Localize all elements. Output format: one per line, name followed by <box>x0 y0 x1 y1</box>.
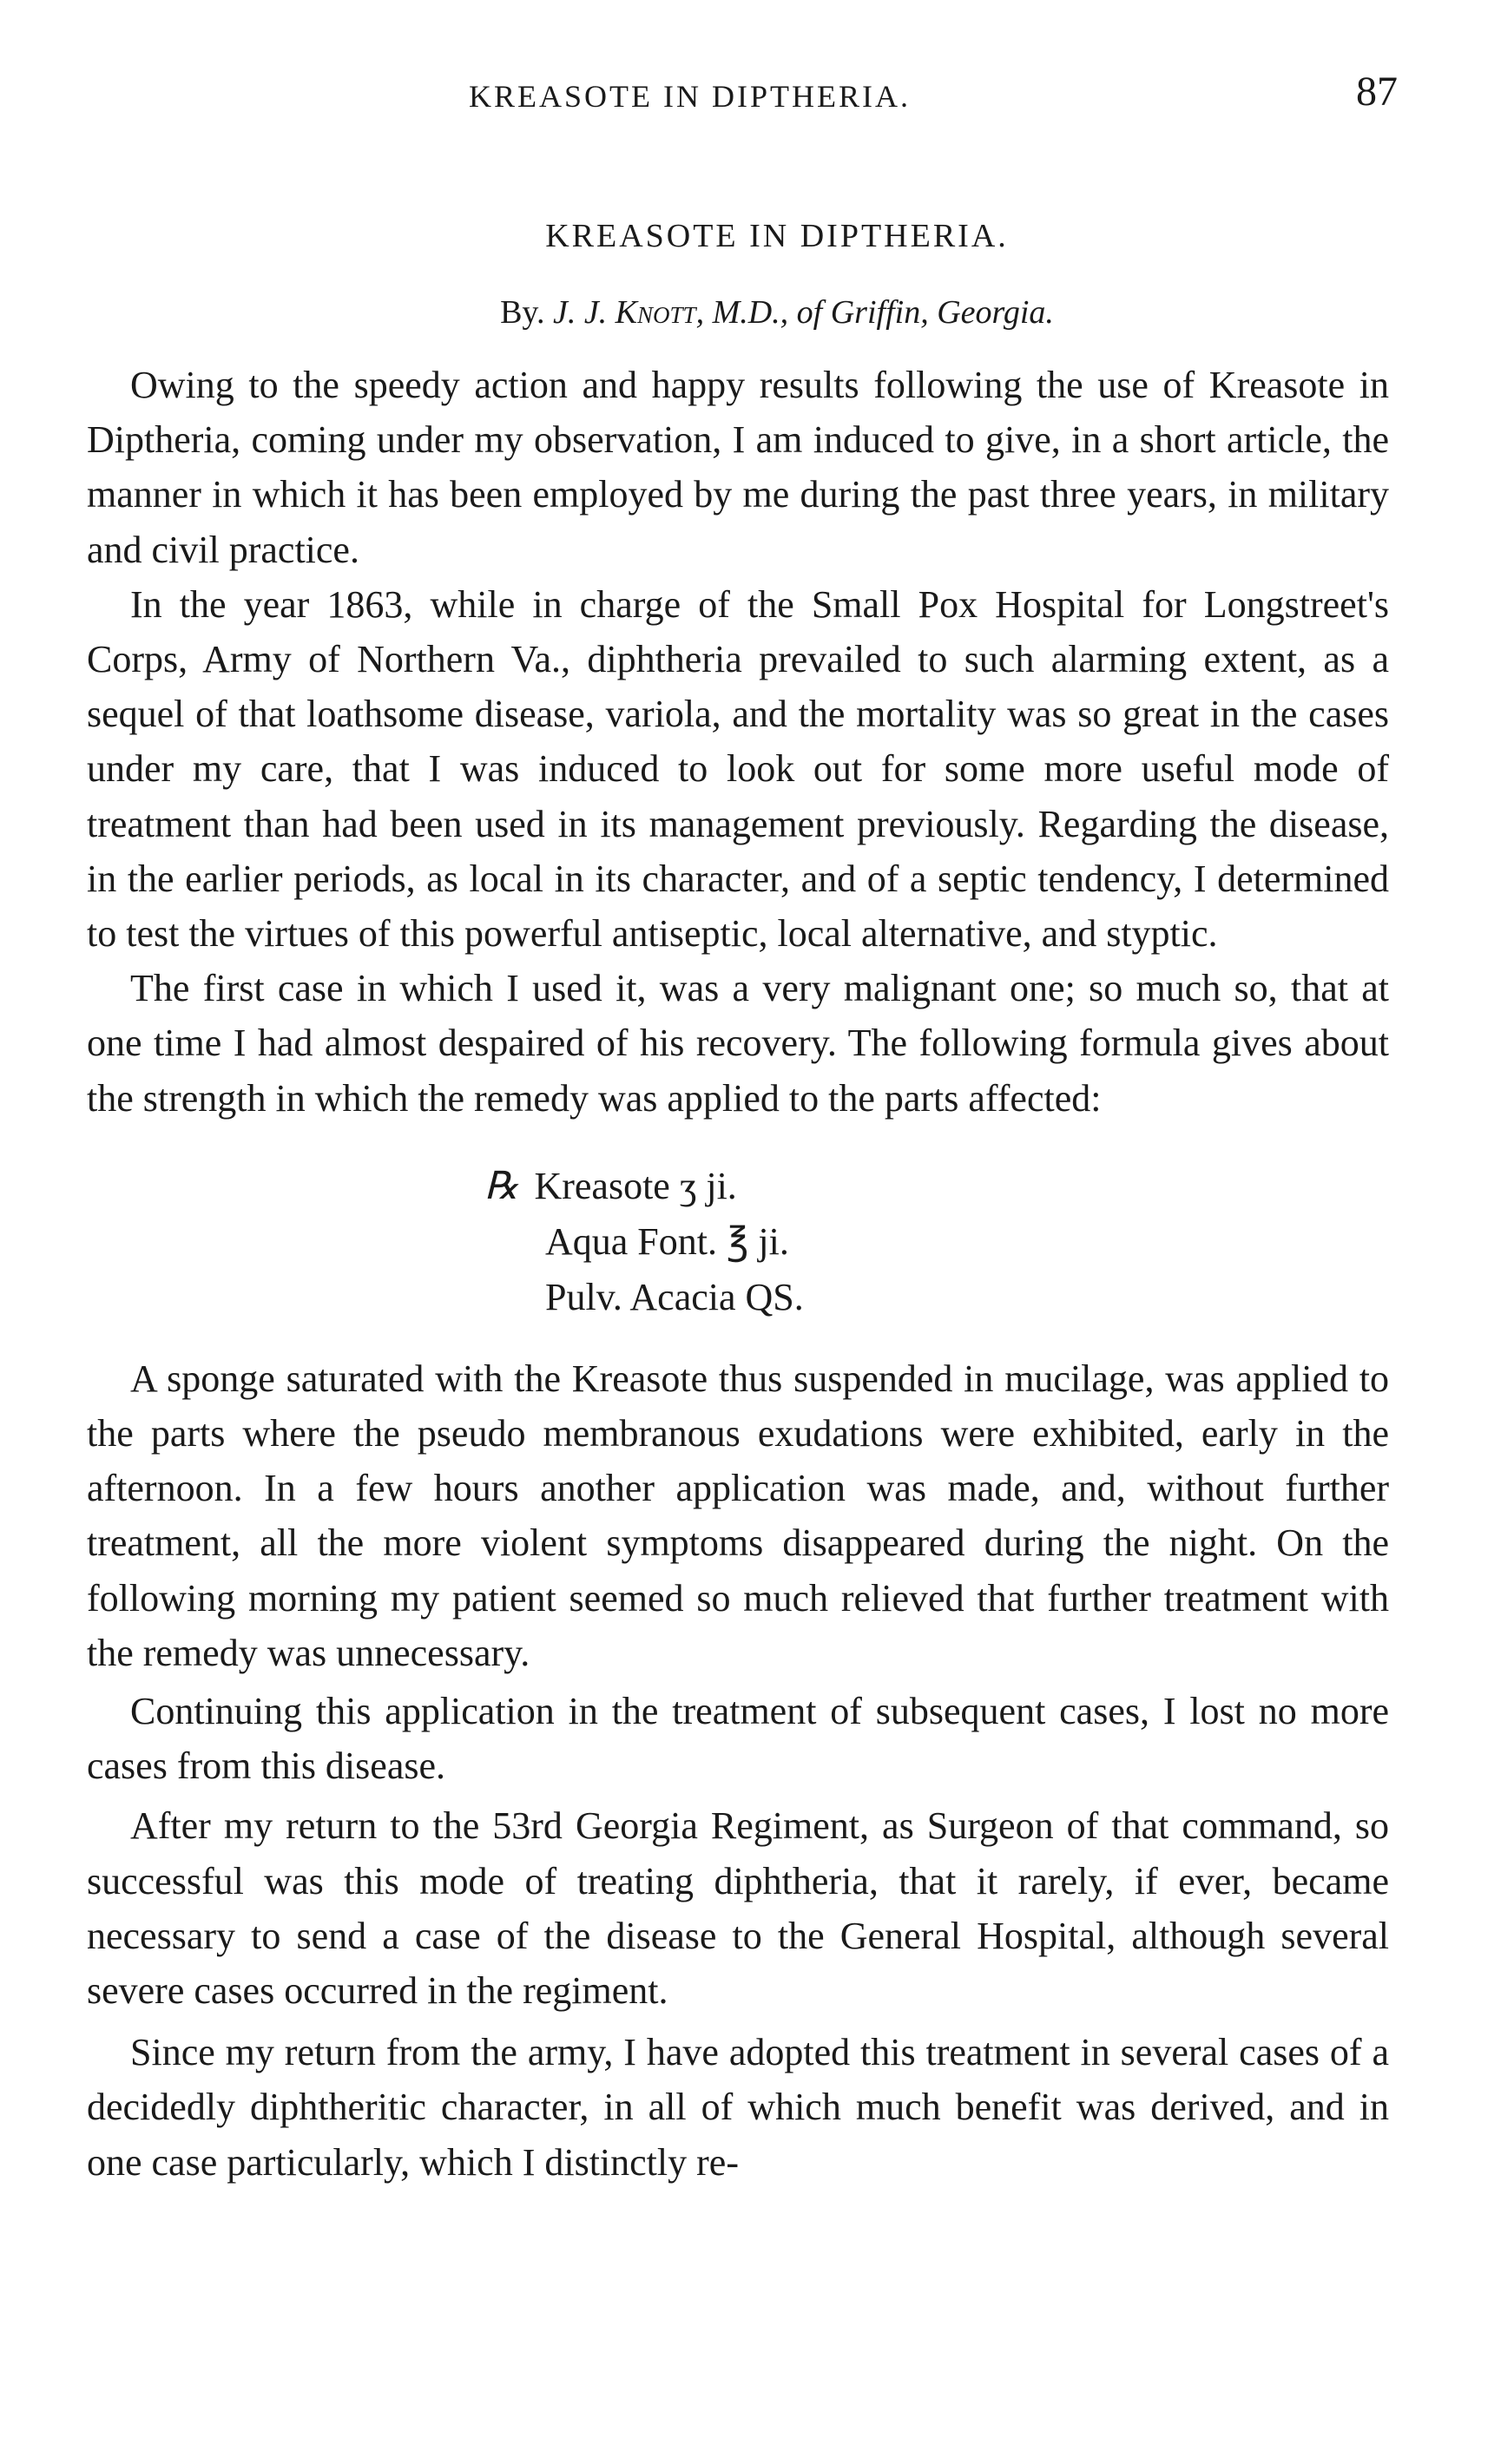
paragraph-4: A sponge saturated with the Kreasote thus suspended in mucilage, was applied to the parts where the pseudo membranous exudations were exhibited, early in the afternoon. In a few hours another application was made, and, without further treatment, all the more violent symptoms disappeared during the night. On the following morning my patient seemed so much relieved that further treatment with the remedy was unnecessary. <box>87 1357 1389 1674</box>
paragraph-6: After my return to the 53rd Georgia Regiment, as Surgeon of that command, so successful was this mode of treating diphtheria, that it rarely, if ever, became necessary to send a case of the disease to the General Hospital, although several severe cases occurred in the regiment. <box>87 1804 1389 2013</box>
page-number: 87 <box>1356 69 1398 115</box>
running-head <box>87 52 1398 130</box>
byline-author: J. J. Knott, M.D. <box>552 294 780 331</box>
paragraph-3: The first case in which I used it, was a very malignant one; so much so, that at one time I had almost despaired of his recovery. The following formula gives about the strength in which the remedy was applied to the parts affected: <box>87 967 1389 1120</box>
running-title: KREASOTE IN DIPTHERIA. <box>469 79 911 114</box>
byline-affiliation: , of Griffin, Georgia. <box>780 294 1054 331</box>
formula-line-1 <box>484 1159 1389 1214</box>
article-title: KREASOTE IN DIPTHERIA. <box>545 218 1009 254</box>
paragraph-2: In the year 1863, while in charge of the Small Pox Hospital for Longstreet's Corps, Army of Northern Va., diphtheria prevailed to such alarming extent, as a sequel of that loathsome disease, variola, and the mortality was so great in the cases under my care, that I was induced to look out for some more useful mode of treatment than had been used in its management previously. Regarding the disease, in the earlier periods, as local in its character, and of a septic tendency, I determined to test the virtues of this powerful antiseptic, local alternative, and styptic. <box>87 582 1389 956</box>
rx-symbol: ℞ <box>484 1164 519 1207</box>
formula-ingredient-1: Kreasote ʒ ji. <box>534 1164 737 1207</box>
prescription-formula <box>87 1159 1389 1325</box>
paragraph-1: Owing to the speedy action and happy results following the use of Kreasote in Diptheria, coming under my observation, I am induced to give, in a short article, the manner in which it has been employed by me during the past three years, in military and civil practice. <box>87 364 1389 571</box>
formula-line-2: Aqua Font. ℥ ji. <box>545 1219 789 1263</box>
formula-line-3: Pulv. Acacia QS. <box>545 1275 804 1318</box>
paragraph-5: Continuing this application in the treatment of subsequent cases, I lost no more cases from this disease. <box>87 1690 1389 1788</box>
byline-prefix: By. <box>500 294 553 331</box>
book-page <box>87 52 1398 2190</box>
paragraph-7: Since my return from the army, I have adopted this treatment in several cases of a decidedly diphtheritic character, in all of which much benefit was derived, and in one case particularly, which I distinctly re- <box>87 2031 1389 2184</box>
byline <box>87 293 1389 332</box>
